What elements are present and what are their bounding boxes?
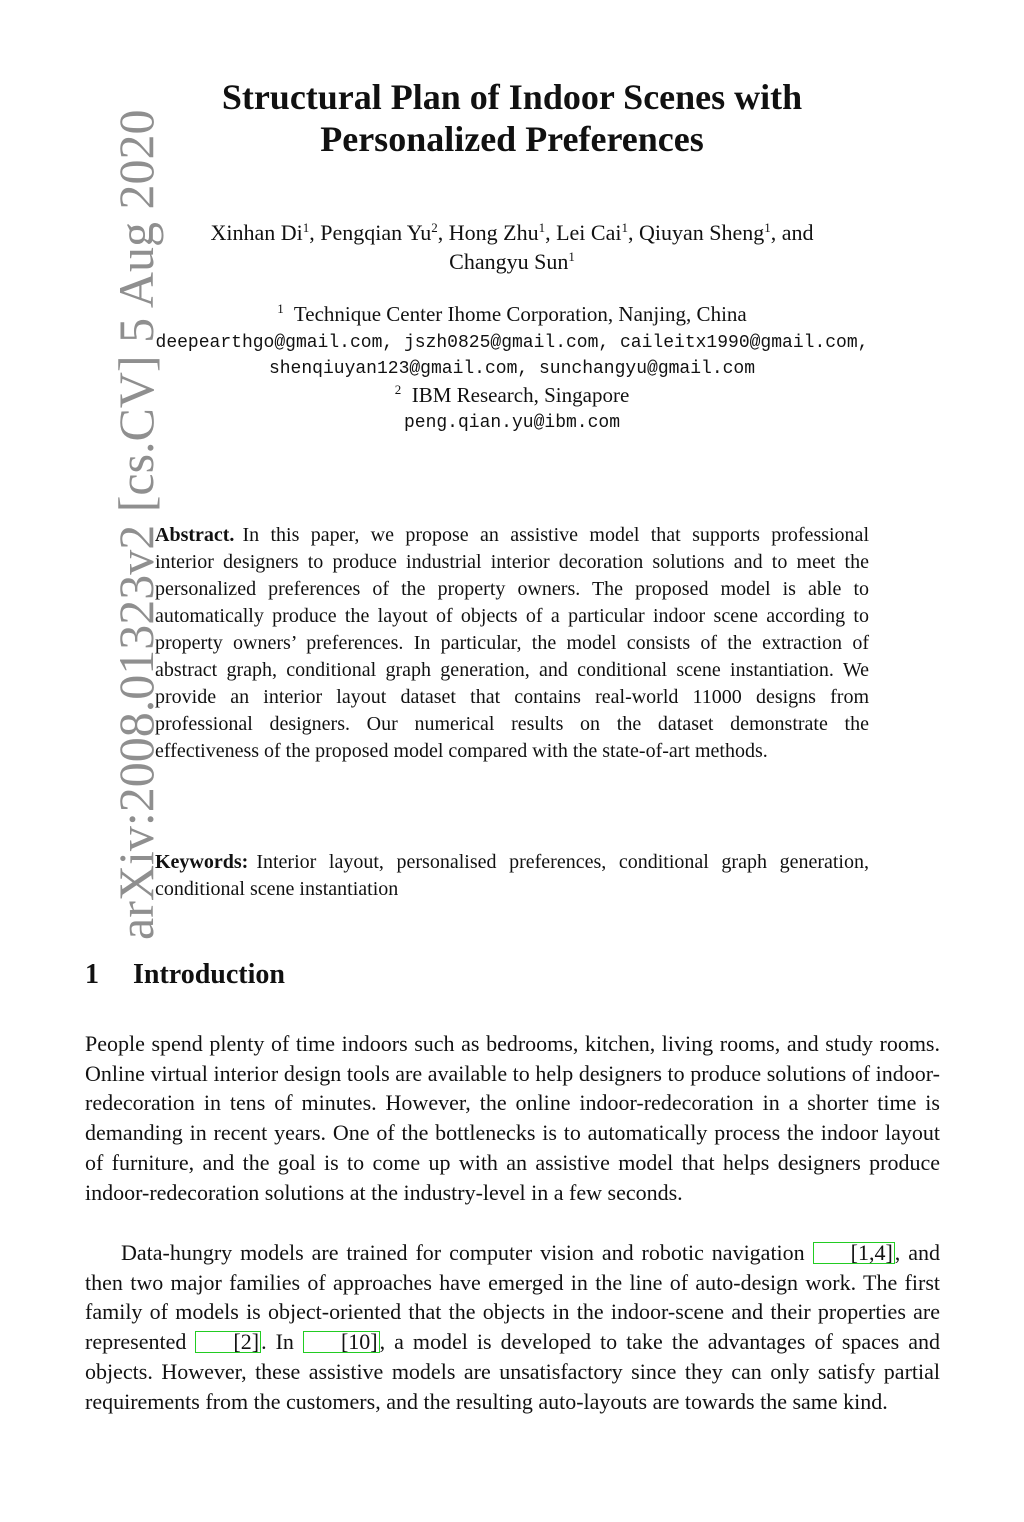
- affiliation-mark: 1: [277, 301, 284, 316]
- author-name: Xinhan Di: [210, 220, 303, 245]
- author-aff: 1: [764, 220, 771, 235]
- abstract-label: Abstract.: [155, 524, 235, 546]
- affiliation-2: [110, 382, 914, 409]
- abstract-text: In this paper, we propose an assistive model that supports professional interior designers to produce industrial interior decoration solutions and to meet the personalized preferences of the property owners. The proposed model is able to automatically produce the layout of objects of a particular indoor scene according to property owners’ preferences. In particular, the model consists of the extraction of abstract graph, conditional graph generation, and conditional scene instantiation. We provide an interior layout dataset that contains real-world 11000 designs from professional designers. Our numerical results on the dataset demonstrate the effectiveness of the proposed model compared with the state-of-art methods.: [155, 524, 869, 762]
- keywords-label: Keywords:: [155, 851, 249, 873]
- paragraph-text: . In: [261, 1329, 294, 1355]
- paragraph-text: , a model is developed to take the advantages of spaces and objects. However, these assistive models are unsatisfactory since they can only satisfy partial requirements from the customers, and the resulting auto-layouts are towards the same kind.: [85, 1329, 941, 1414]
- affiliation-1-emails-line-2[interactable]: shenqiuyan123@gmail.com, sunchangyu@gmail.com: [268, 359, 756, 379]
- affiliation-name: IBM Research, Singapore: [411, 383, 630, 407]
- arxiv-stamp-text: arXiv:2008.01323v2 [cs.CV] 5 Aug 2020: [108, 109, 164, 940]
- intro-paragraph-2: [85, 1238, 940, 1416]
- intro-paragraph-1: People spend plenty of time indoors such as bedrooms, kitchen, living rooms, and study rooms. Online virtual interior design tools are available to help designers to produce solutions of indoor-redecoration in tens of minutes. However, the online indoor-redecoration in a shorter time is demanding in recent years. One of the bottlenecks is to automatically process the indoor layout of furniture, and the goal is to come up with an assistive model that helps designers produce indoor-redecoration solutions at the industry-level in a few seconds.: [85, 1031, 940, 1205]
- paragraph-text: , and then two major families of approaches have emerged in the line of auto-design work. The first family of models is object-oriented that the objects in the indoor-scene and their properties are represented: [85, 1240, 941, 1355]
- affiliation-name: Technique Center Ihome Corporation, Nanjing, China: [293, 302, 747, 326]
- section-number: 1: [85, 959, 99, 990]
- authors-line-1: Xinhan Di$^1$, Pengqian Yu$^2$, Hong Zhu$^1$, Lei Cai$^1$, Qiuyan Sheng$^1$, and: [210, 220, 814, 245]
- author-aff: 1: [302, 220, 310, 235]
- section-heading: [85, 957, 285, 993]
- title-line-2: Personalized Preferences: [320, 119, 704, 159]
- author-aff: 2: [431, 220, 438, 235]
- author-conjunction: , and: [770, 220, 814, 245]
- authors-line-2: [110, 247, 914, 276]
- affiliation-1: [110, 301, 914, 328]
- affiliation-mark: 2: [394, 382, 402, 397]
- citation-link[interactable]: [1,4]: [813, 1242, 895, 1264]
- author-aff: 1: [538, 220, 546, 235]
- paper-title: [110, 76, 914, 160]
- author-aff: 1: [568, 249, 575, 264]
- author-name: Pengqian Yu: [320, 220, 432, 245]
- author-name: Lei Cai: [556, 220, 622, 245]
- abstract: [155, 522, 869, 765]
- keywords: [155, 849, 869, 903]
- author-name: Changyu Sun: [449, 249, 569, 274]
- author-name: Hong Zhu: [448, 220, 539, 245]
- author-name: Qiuyan Sheng: [638, 220, 765, 245]
- arxiv-stamp: [25, 60, 164, 940]
- title-line-1: Structural Plan of Indoor Scenes with: [221, 77, 803, 117]
- author-list: [110, 218, 914, 276]
- affiliation-2-email[interactable]: peng.qian.yu@ibm.com: [403, 413, 621, 433]
- author-aff: 1: [621, 220, 628, 235]
- citation-link[interactable]: [10]: [303, 1331, 380, 1353]
- citation-link[interactable]: [2]: [195, 1331, 261, 1353]
- section-title: Introduction: [133, 959, 285, 990]
- affiliation-1-emails-line-1[interactable]: deepearthgo@gmail.com, jszh0825@gmail.com, caileitx1990@gmail.com,: [155, 333, 869, 353]
- paragraph-text: Data-hungry models are trained for computer vision and robotic navigation: [121, 1240, 805, 1265]
- keywords-text: Interior layout, personalised preferences, conditional graph generation, conditional scene instantiation: [155, 851, 869, 900]
